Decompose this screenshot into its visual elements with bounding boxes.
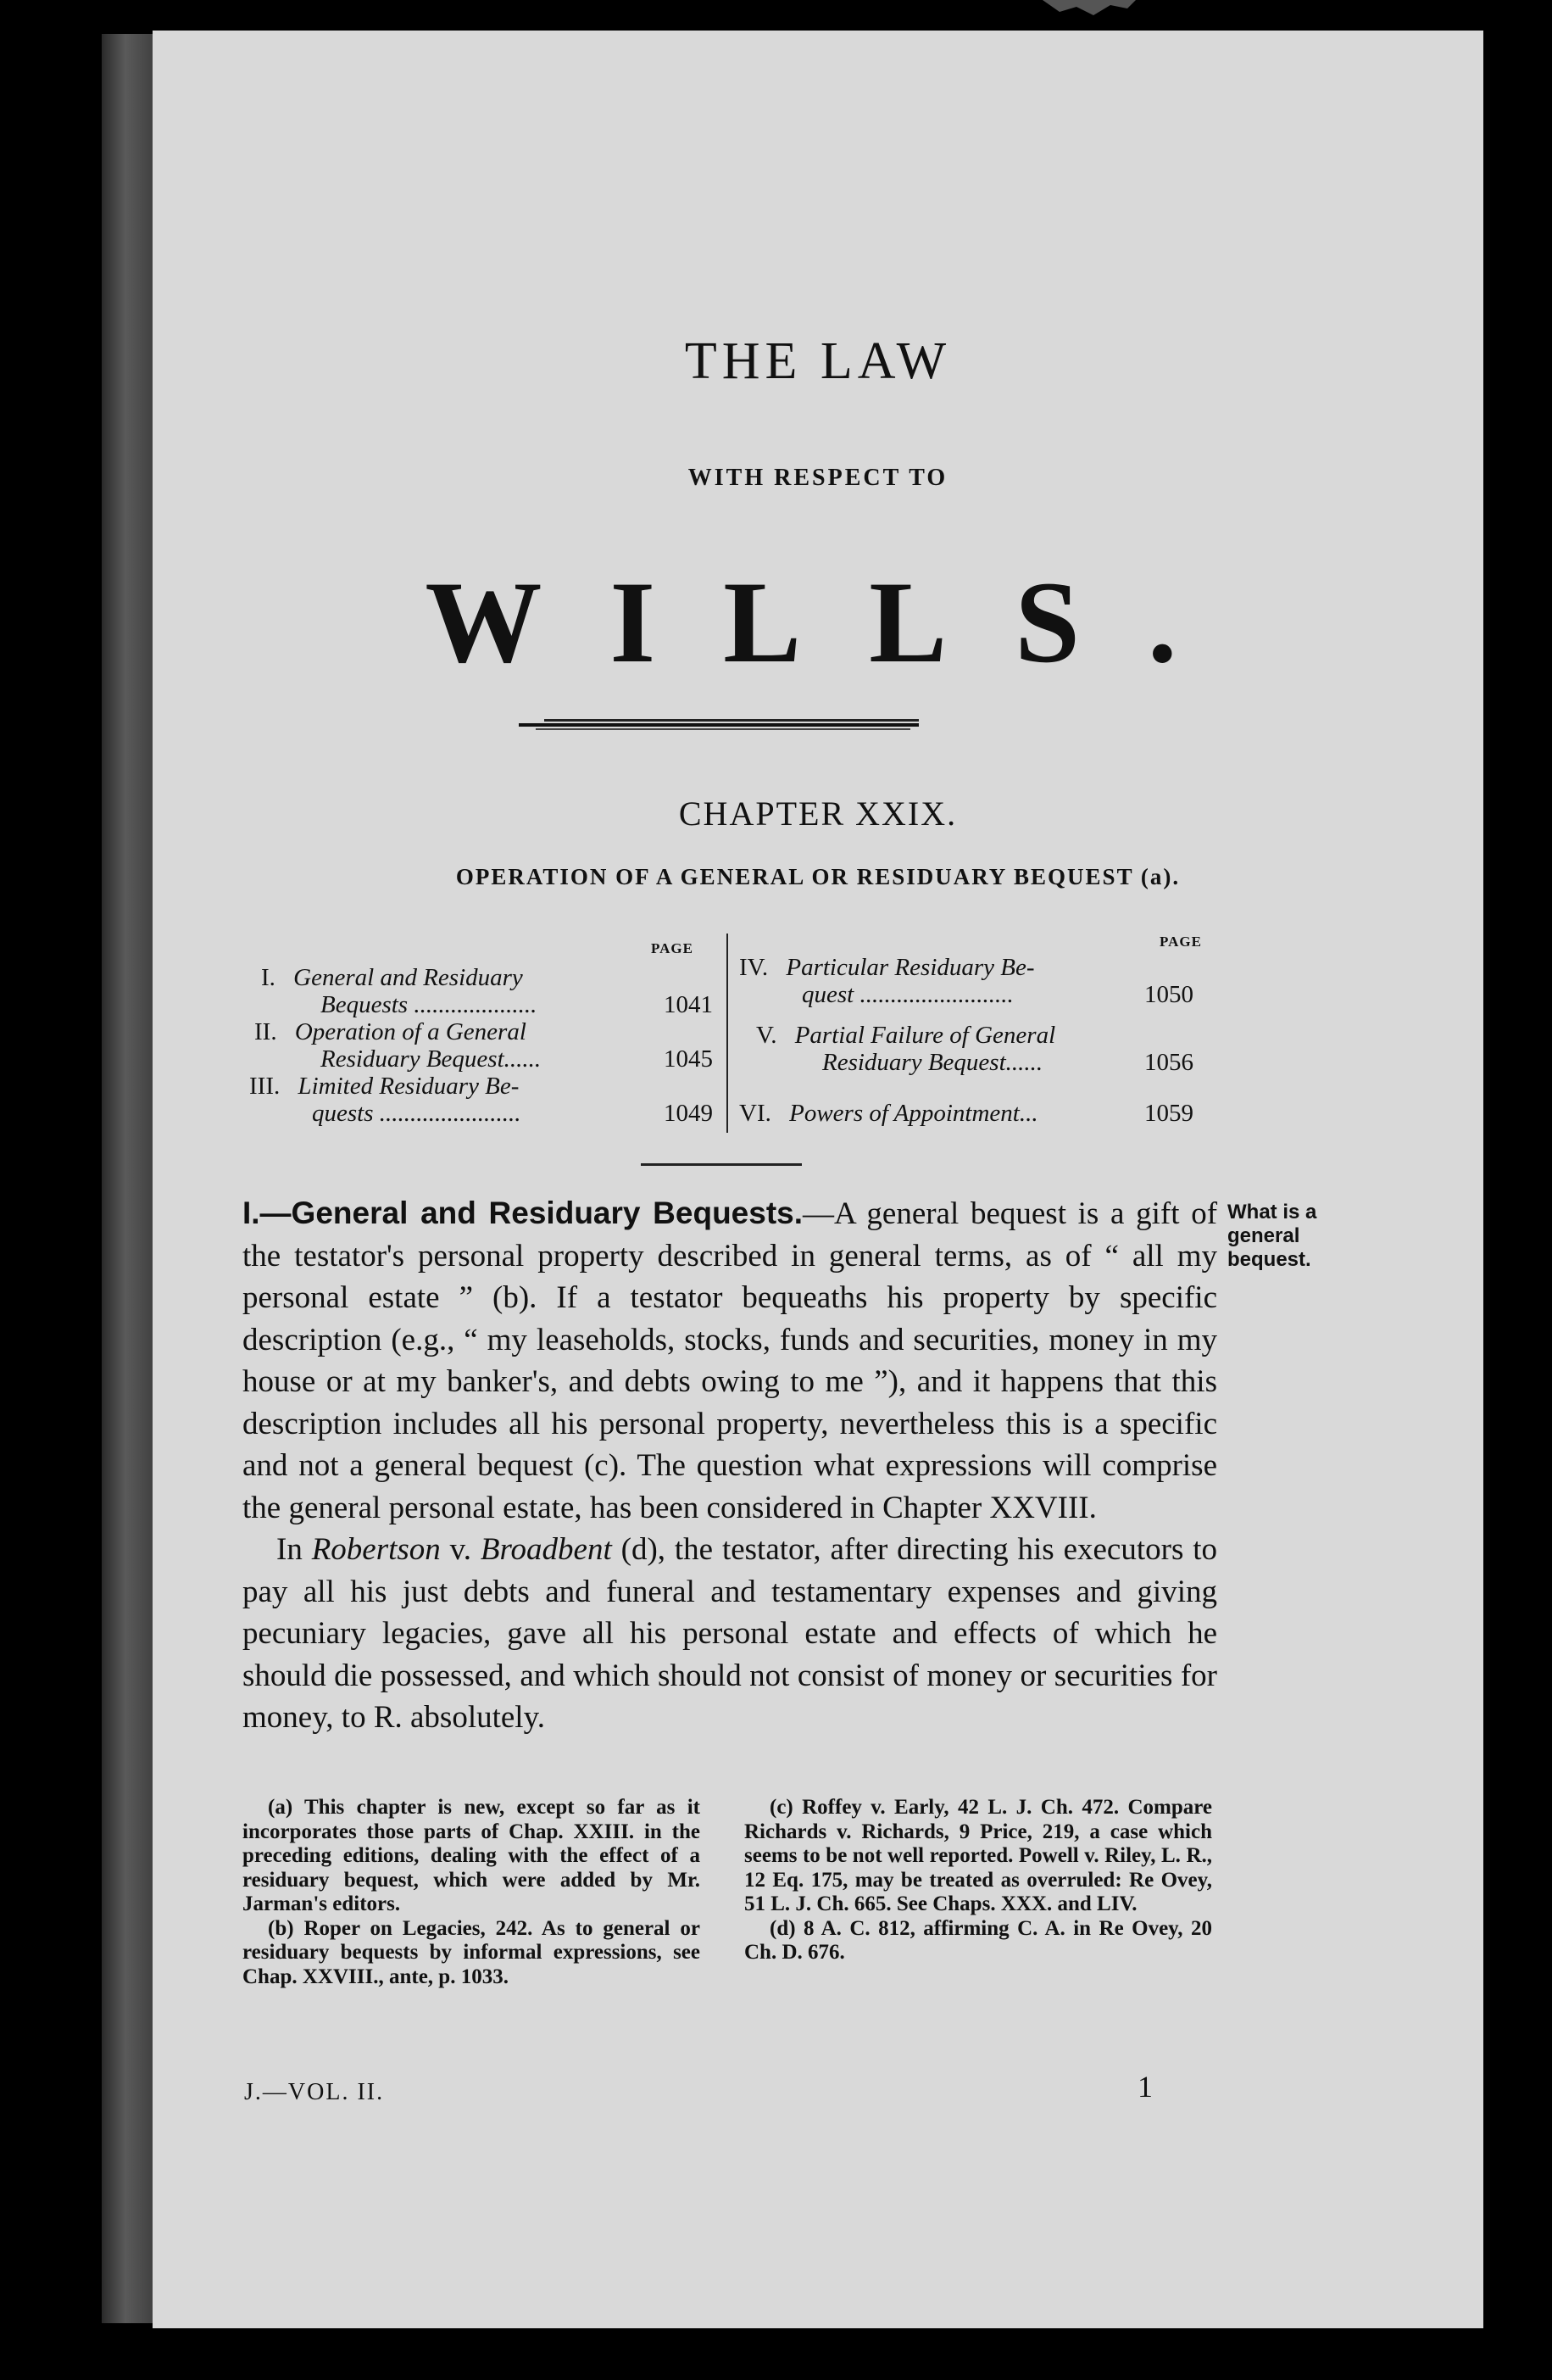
paragraph: I.—General and Residuary Bequests.—A general bequest is a gift of the testator's personal property described in general terms, as of “ all my personal estate ” (b). If a testator bequeaths his property by specific description (e.g., “ my leaseholds, stocks, funds and securities, money in my house or at my banker's, and debts owing to me ”), and it happens that this description includes all his personal property, nevertheless this is a specific and not a general bequest (c). The question what expressions will comprise the general personal estate, has been considered in Chapter XXVIII.: [242, 1196, 1218, 1525]
section-rule: [641, 1163, 802, 1166]
title-with-respect-to: WITH RESPECT TO: [687, 465, 948, 491]
footnotes-left: [242, 1796, 700, 1989]
torn-corner: [1043, 0, 1136, 25]
toc-item: I. General and Residuary Bequests .................... 1041: [261, 964, 713, 1018]
toc-page-number: 1056: [1144, 1049, 1193, 1076]
paragraph: In Robertson v. Broadbent (d), the testator, after directing his executors to pay all his just debts and funeral and testamentary expenses and giving pecuniary legacies, gave all his personal estate and effects of which he should die possessed, and which should not consist of money or securities for money, to R. absolutely.: [242, 1532, 1217, 1735]
ornamental-rule: [519, 719, 919, 731]
footnote-b: (b) Roper on Legacies, 242. As to general or residuary bequests by informal expressions, see Chap. XXVIII., ante, p. 1033.: [242, 1916, 700, 1988]
body-text: [242, 1192, 1217, 1739]
footnote-d: (d) 8 A. C. 812, affirming C. A. in Re Ovey, 20 Ch. D. 676.: [744, 1916, 1212, 1964]
title-the-law: THE LAW: [684, 332, 952, 390]
toc-item: II. Operation of a General Residuary Bequest...... 1045: [254, 1018, 713, 1073]
toc-page-number: 1045: [664, 1045, 713, 1073]
margin-note: What is a general bequest.: [1227, 1201, 1317, 1271]
toc-page-number: 1059: [1144, 1100, 1193, 1127]
chapter-subtitle: OPERATION OF A GENERAL OR RESIDUARY BEQUEST (a).: [455, 864, 1181, 889]
table-of-contents: [153, 934, 1483, 1137]
footnote-a: (a) This chapter is new, except so far as it incorporates those parts of Chap. XXIII. in the preceding editions, dealing with the effect of a residuary bequest, which were added by Mr. Jarman's editors.: [242, 1796, 700, 1915]
chapter-heading: CHAPTER XXIX.: [678, 794, 958, 833]
toc-page-number: 1050: [1144, 981, 1193, 1008]
toc-item: V. Partial Failure of General Residuary Bequest...... 1056: [756, 1022, 1193, 1076]
toc-page-number: 1041: [664, 991, 713, 1018]
book-page: [153, 31, 1483, 2328]
toc-page-label-left: PAGE: [651, 940, 693, 956]
toc-item: III. Limited Residuary Be- quests ....................... 1049: [249, 1073, 713, 1127]
signature-mark: J.—VOL. II.: [244, 2079, 385, 2105]
title-wills: WILLS.: [425, 557, 1245, 687]
toc-divider: [726, 934, 728, 1133]
section-heading: I.—General and Residuary Bequests.: [242, 1196, 804, 1230]
footnote-c: (c) Roffey v. Early, 42 L. J. Ch. 472. Compare Richards v. Richards, 9 Price, 219, a case which seems to be not well reported. Powell v. Riley, L. R., 12 Eq. 175, may be treated as overruled: Re Ovey, 51 L. J. Ch. 665. See Chaps. XXX. and LIV.: [744, 1796, 1212, 1915]
toc-item: IV. Particular Residuary Be- quest ......................... 1050: [739, 954, 1193, 1008]
page-number: 1: [1138, 2070, 1153, 2104]
footnotes-right: [744, 1796, 1212, 1965]
toc-page-label-right: PAGE: [1160, 934, 1202, 950]
toc-item: VI. Powers of Appointment... 1059: [739, 1100, 1193, 1127]
toc-page-number: 1049: [664, 1100, 713, 1127]
